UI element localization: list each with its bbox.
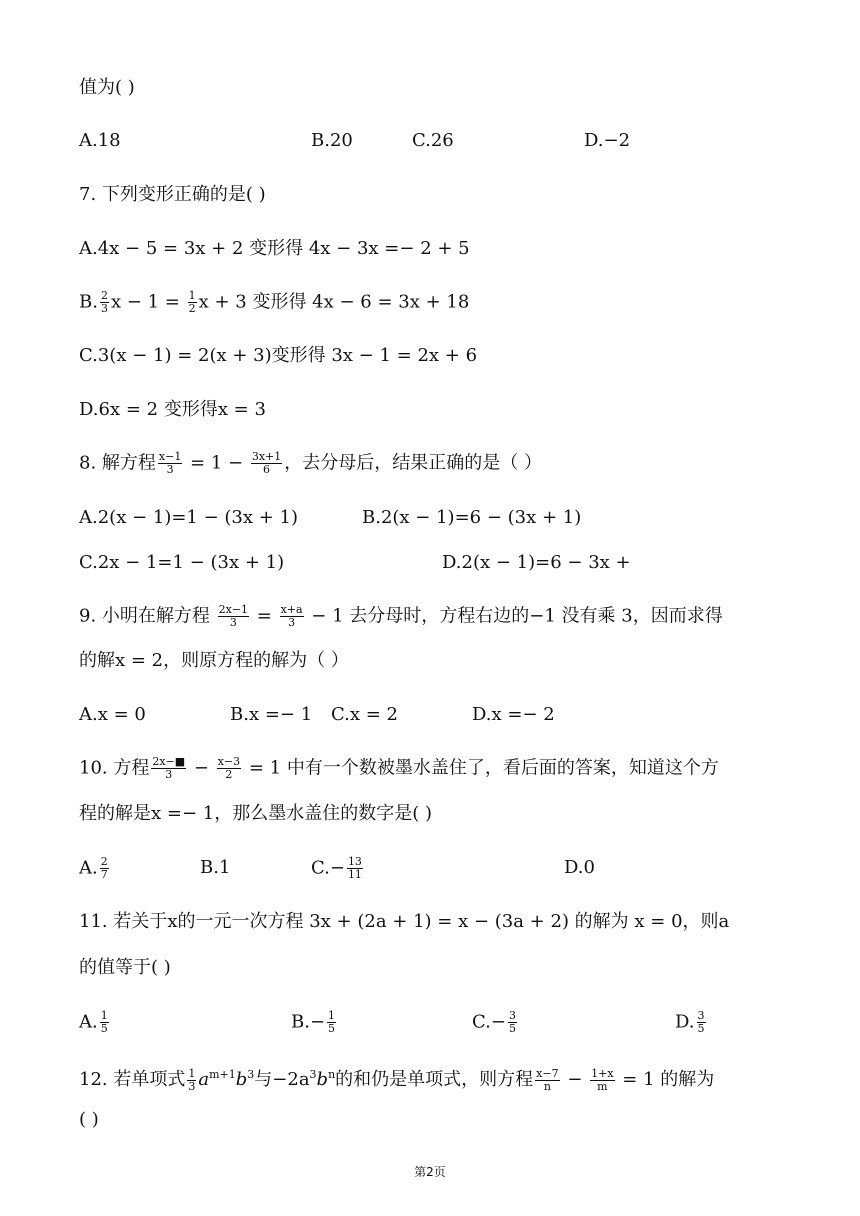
q7-b-end: x + 3 变形得 4x − 6 = 3x + 18 xyxy=(198,291,470,313)
fraction-2x-minus-1-over-3: $\frac{2x-1}{3}$ xyxy=(218,603,249,629)
q9-stem-b: = xyxy=(251,605,278,627)
q9-stem-c: − 1 去分母时，方程右边的−1 没有乘 3，因而求得 xyxy=(305,605,723,627)
q9-option-d: D.x =− 2 xyxy=(472,704,555,725)
fraction-one-half: $\frac{1}{2}$ xyxy=(188,289,196,315)
q12-stem: 12. 若单项式 $\frac{1}{3}$ $a^{m+1}b^3$与$-2a^3b^n$的和仍是单项式，则方程 $\frac{x-7}{n}$ − $\frac{1+x}{m}$ = 1 的解为 xyxy=(79,1066,715,1093)
q8-stem-b: = 1 − xyxy=(184,452,249,474)
fraction-x-minus-7-over-n: $\frac{x-7}{n}$ xyxy=(536,1066,559,1093)
fraction-three-fifths-c: $\frac{3}{5}$ xyxy=(508,1009,516,1035)
q11-option-b: B.− $\frac{1}{5}$ xyxy=(291,1009,336,1035)
fraction-one-fifth-a: $\frac{1}{5}$ xyxy=(100,1009,108,1035)
fraction-x-minus-3-over-2: $\frac{x-3}{2}$ xyxy=(217,755,241,781)
q10-stem-a: 10. 方程 xyxy=(79,757,150,779)
fraction-one-fifth-b: $\frac{1}{5}$ xyxy=(328,1009,336,1035)
q10-stem xyxy=(79,756,719,781)
q6-option-d: D.−2 xyxy=(584,130,631,151)
q6-option-b: B.20 xyxy=(311,130,353,151)
q10-stem-b: − xyxy=(188,757,215,779)
q10-option-d: D.0 xyxy=(564,857,595,878)
q7-stem: 7. 下列变形正确的是( ) xyxy=(79,184,266,205)
q11-stem-line2: 的值等于( ) xyxy=(79,957,171,978)
fraction-two-sevenths: $\frac{2}{7}$ xyxy=(100,855,108,881)
q10-option-a: A. $\frac{2}{7}$ xyxy=(79,855,108,881)
q6-option-a: A.18 xyxy=(79,130,121,151)
fraction-x-plus-a-over-3: $\frac{x+a}{3}$ xyxy=(280,603,303,629)
q10-option-c: C.− $\frac{13}{11}$ xyxy=(311,855,362,881)
fraction-x-minus-1-over-3: $\frac{x-1}{3}$ xyxy=(158,450,182,476)
q10-stem-c: = 1 中有一个数被墨水盖住了，看后面的答案，知道这个方 xyxy=(243,757,719,779)
q6-option-c: C.26 xyxy=(412,130,454,151)
q11-stem: 11. 若关于x的一元一次方程 3x + (2a + 1) = x − (3a + 2) 的解为 x = 0，则a xyxy=(79,911,730,932)
page-number: 第2页 xyxy=(414,1165,446,1179)
q8-stem xyxy=(79,451,542,476)
q10-option-b: B.1 xyxy=(200,857,231,878)
q7-b-prefix: B. xyxy=(79,291,98,313)
q8-stem-c: ，去分母后，结果正确的是（ ） xyxy=(284,452,542,474)
fraction-thirteen-elevenths: $\frac{13}{11}$ xyxy=(347,855,362,881)
fraction-one-third: $\frac{1}{3}$ xyxy=(188,1066,196,1093)
q12-stem-line2: ( ) xyxy=(79,1109,99,1130)
q6-stem-tail: 值为( ) xyxy=(79,77,135,98)
q9-stem-line2: 的解x = 2，则原方程的解为（ ） xyxy=(79,650,349,671)
q7-option-b xyxy=(79,290,469,315)
q7-option-c: C.3(x − 1) = 2(x + 3)变形得 3x − 1 = 2x + 6 xyxy=(79,345,478,366)
q8-option-b: B.2(x − 1)=6 − (3x + 1) xyxy=(362,507,582,528)
q11-option-c: C.− $\frac{3}{5}$ xyxy=(472,1009,516,1035)
q11-option-d: D. $\frac{3}{5}$ xyxy=(675,1009,705,1035)
q7-option-a: A.4x − 5 = 3x + 2 变形得 4x − 3x =− 2 + 5 xyxy=(79,238,470,259)
q8-option-c: C.2x − 1=1 − (3x + 1) xyxy=(79,552,285,573)
q7-b-mid: x − 1 = xyxy=(110,291,186,313)
q10-stem-line2: 程的解是x =− 1，那么墨水盖住的数字是( ) xyxy=(79,803,432,824)
q7-option-d: D.6x = 2 变形得x = 3 xyxy=(79,399,266,420)
fraction-two-thirds: $\frac{2}{3}$ xyxy=(100,289,108,315)
fraction-3x-plus-1-over-6: $\frac{3x+1}{6}$ xyxy=(251,450,282,476)
fraction-2x-minus-ink-over-3: $\frac{2x-■}{3}$ xyxy=(152,755,186,781)
q8-option-a: A.2(x − 1)=1 − (3x + 1) xyxy=(79,507,299,528)
q9-stem-a: 9. 小明在解方程 xyxy=(79,605,216,627)
q9-option-b: B.x =− 1 xyxy=(230,704,313,725)
q9-option-c: C.x = 2 xyxy=(331,704,398,725)
q11-option-a: A. $\frac{1}{5}$ xyxy=(79,1009,108,1035)
q9-option-a: A.x = 0 xyxy=(79,704,146,725)
q8-option-d: D.2(x − 1)=6 − 3x + xyxy=(442,552,631,573)
q9-stem xyxy=(79,604,723,629)
q8-stem-a: 8. 解方程 xyxy=(79,452,156,474)
fraction-1-plus-x-over-m: $\frac{1+x}{m}$ xyxy=(591,1066,614,1093)
fraction-three-fifths-d: $\frac{3}{5}$ xyxy=(697,1009,705,1035)
